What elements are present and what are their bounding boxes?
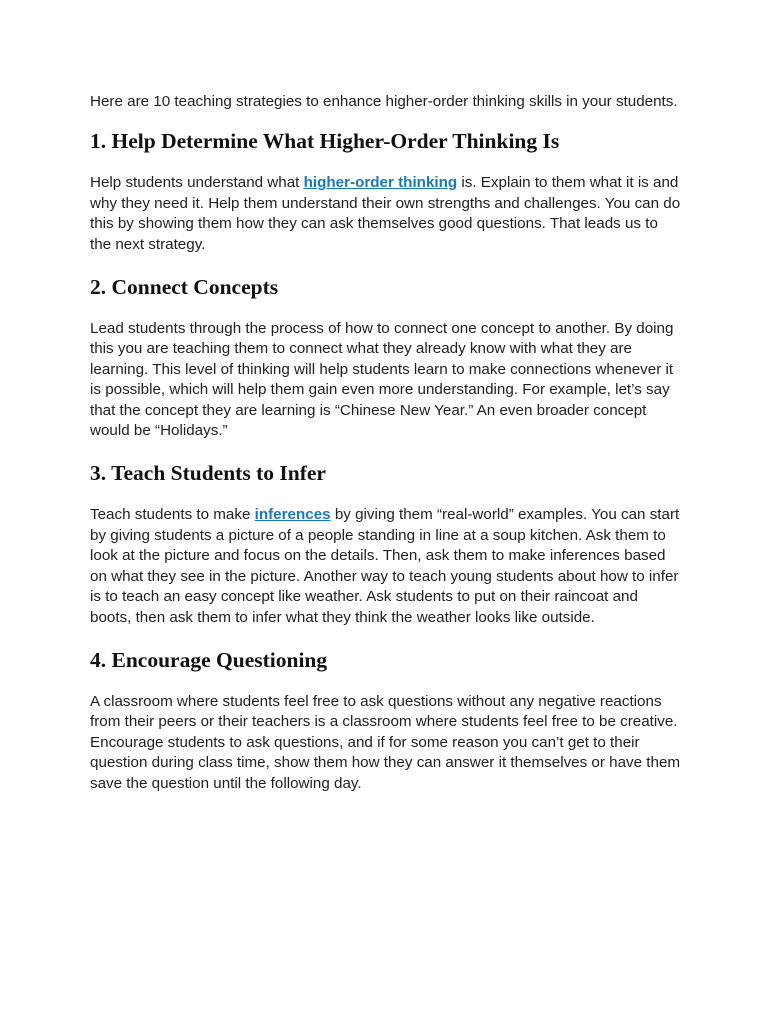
- intro-paragraph: Here are 10 teaching strategies to enhance higher-order thinking skills in your students.: [90, 93, 678, 110]
- paragraph-text: by giving them “real-world” examples. You can start by giving students a picture of a people standing in line at a soup kitchen. Ask them to look at the picture and focus on the details. Then, ask them to make inferences based on what they see in the picture. Another way to teach young students about how to infer is to teach an easy concept like weather. Ask students to put on their raincoat and boots, then ask them to infer what they think the weather looks like outside.: [90, 506, 680, 626]
- paragraph-strategy-4: A classroom where students feel free to ask questions without any negative reactions from their peers or their teachers is a classroom where students feel free to be creative. Encourage students to ask questions, and if for some reason you can’t get to their question during class time, show them how they can answer it themselves or have them save the question until the following day.: [90, 692, 681, 792]
- heading-strategy-2: 2. Connect Concepts: [90, 275, 279, 300]
- heading-strategy-3: 3. Teach Students to Infer: [90, 461, 326, 486]
- heading-strategy-1: 1. Help Determine What Higher-Order Thinking Is: [90, 129, 560, 154]
- paragraph-text: Teach students to make: [90, 506, 255, 524]
- inferences-link[interactable]: inferences: [254, 506, 331, 524]
- paragraph-strategy-1: [90, 173, 682, 255]
- heading-strategy-4: 4. Encourage Questioning: [90, 647, 328, 672]
- paragraph-strategy-2: Lead students through the process of how to connect one concept to another. By doing this you are teaching them to connect what they already know with what they are learning. This level of thinking will help students learn to make connections whenever it is possible, which will help them gain even more understanding. For example, let’s say that the concept they are learning is “Chinese New Year.” An even broader concept would be “Holidays.”: [90, 320, 674, 440]
- document-page: [90, 92, 682, 813]
- paragraph-text: is. Explain to them what it is and why they need it. Help them understand their own strengths and challenges. You can do this by showing them how they can ask themselves good questions. That leads us to the next strategy.: [90, 174, 681, 253]
- paragraph-strategy-3: [90, 505, 682, 627]
- paragraph-text: Help students understand what: [90, 174, 304, 192]
- higher-order-thinking-link[interactable]: higher-order thinking: [303, 174, 458, 192]
